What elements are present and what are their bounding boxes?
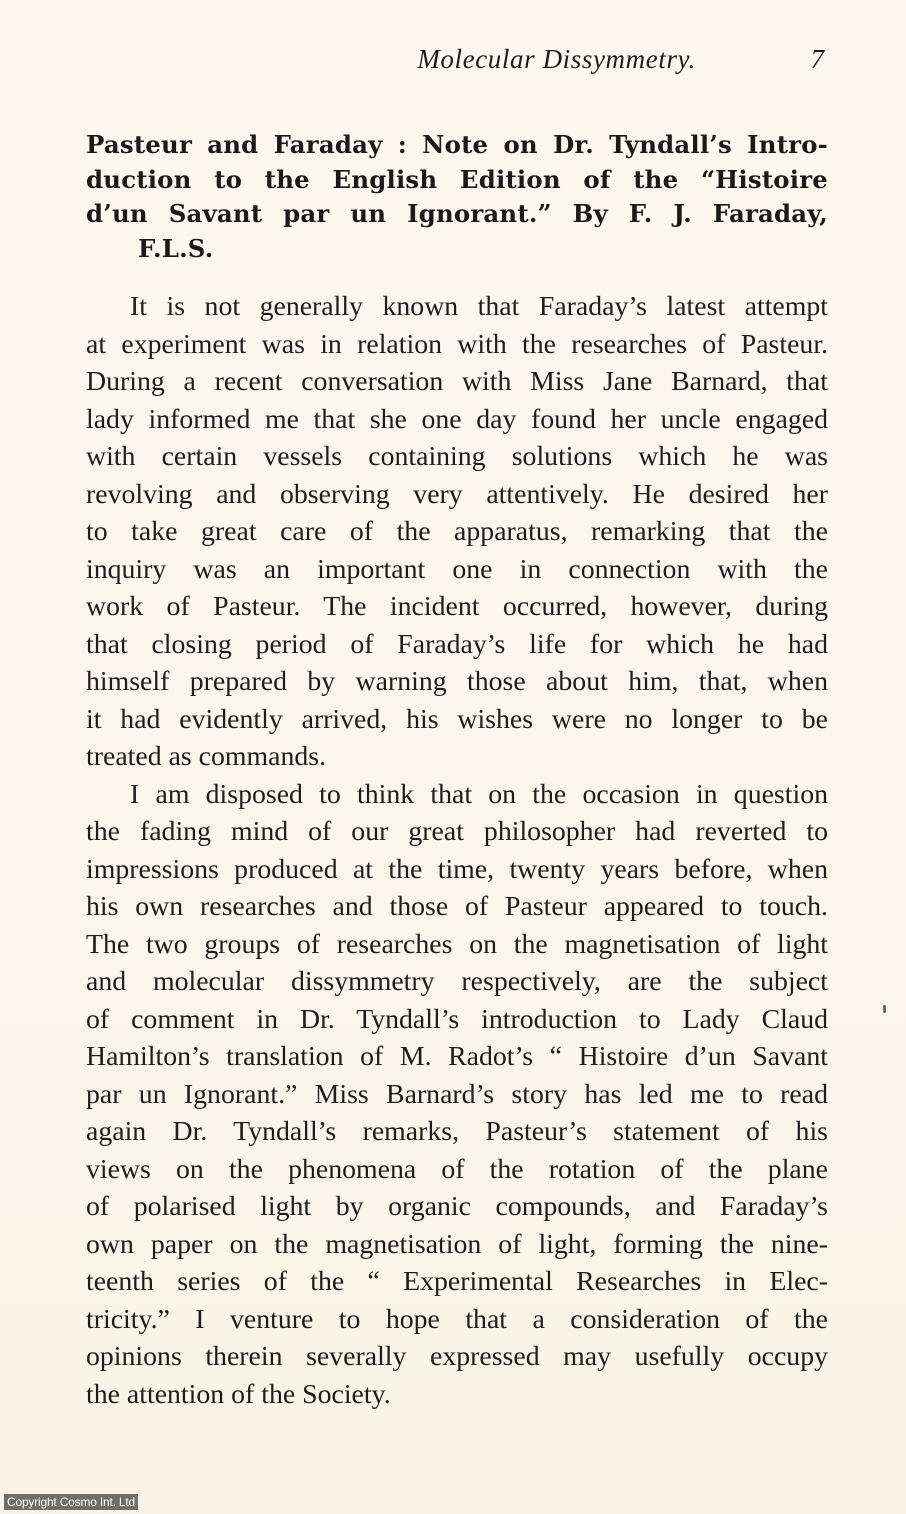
text-line: at experiment was in relation with the researches of Pasteur.	[86, 328, 828, 360]
text-line: treated as commands.	[86, 741, 327, 772]
text-line: of comment in Dr. Tyndall’s introduction to Lady Claud	[86, 1003, 828, 1035]
heading-line: F.L.S.	[138, 234, 214, 264]
text-line: the attention of the Society.	[86, 1378, 391, 1410]
article-heading	[86, 128, 828, 267]
text-line: it had evidently arrived, his wishes were no longer to be	[86, 703, 828, 735]
copyright-watermark: Copyright Cosmo Int. Ltd	[4, 1494, 138, 1510]
article-body	[86, 288, 828, 1413]
text-line: his own researches and those of Pasteur appeared to touch.	[86, 891, 828, 922]
text-line: Hamilton’s translation of M. Radot’s “ Histoire d’un Savant	[86, 1041, 828, 1072]
text-line: tricity.” I venture to hope that a consideration of the	[86, 1303, 828, 1335]
text-line: to take great care of the apparatus, remarking that the	[86, 516, 828, 547]
text-line: with certain vessels containing solutions which he was	[86, 441, 828, 472]
text-line: work of Pasteur. The incident occurred, however, during	[86, 591, 828, 622]
text-line: and molecular dissymmetry respectively, are the subject	[86, 966, 828, 997]
text-line: opinions therein severally expressed may usefully occupy	[86, 1341, 828, 1372]
paragraph-1	[86, 288, 828, 776]
text-line: that closing period of Faraday’s life for which he had	[86, 628, 828, 660]
text-line: revolving and observing very attentively. He desired her	[86, 478, 828, 510]
text-line: It is not generally known that Faraday’s latest attempt	[130, 291, 828, 322]
text-line: teenth series of the “ Experimental Researches in Elec-	[86, 1266, 828, 1297]
page-number: 7	[810, 44, 824, 74]
text-line: the fading mind of our great philosopher had reverted to	[86, 816, 828, 847]
text-line: own paper on the magnetisation of light, forming the nine-	[86, 1228, 828, 1260]
heading-line: Pasteur and Faraday : Note on Dr. Tyndall’s Intro-	[86, 130, 828, 159]
text-line: impressions produced at the time, twenty years before, when	[86, 853, 828, 885]
text-line: lady informed me that she one day found her uncle engaged	[86, 403, 828, 435]
text-line: views on the phenomena of the rotation of the plane	[86, 1153, 828, 1185]
text-line: inquiry was an important one in connection with the	[86, 553, 828, 585]
paper-speck	[883, 1005, 886, 1013]
text-line: I am disposed to think that on the occasion in question	[130, 778, 828, 810]
running-head	[86, 44, 828, 78]
text-line: The two groups of researches on the magnetisation of light	[86, 928, 828, 960]
running-title: Molecular Dissymmetry.	[417, 44, 696, 74]
paragraph-2	[86, 776, 828, 1414]
text-line: During a recent conversation with Miss Jane Barnard, that	[86, 366, 828, 397]
text-line: himself prepared by warning those about him, that, when	[86, 666, 828, 697]
text-line: par un Ignorant.” Miss Barnard’s story has led me to read	[86, 1078, 828, 1110]
text-line: again Dr. Tyndall’s remarks, Pasteur’s statement of his	[86, 1116, 828, 1147]
text-line: of polarised light by organic compounds, and Faraday’s	[86, 1191, 828, 1222]
heading-line: d’un Savant par un Ignorant.” By F. J. Faraday,	[86, 199, 828, 229]
heading-line: duction to the English Edition of the “Histoire	[86, 164, 828, 194]
